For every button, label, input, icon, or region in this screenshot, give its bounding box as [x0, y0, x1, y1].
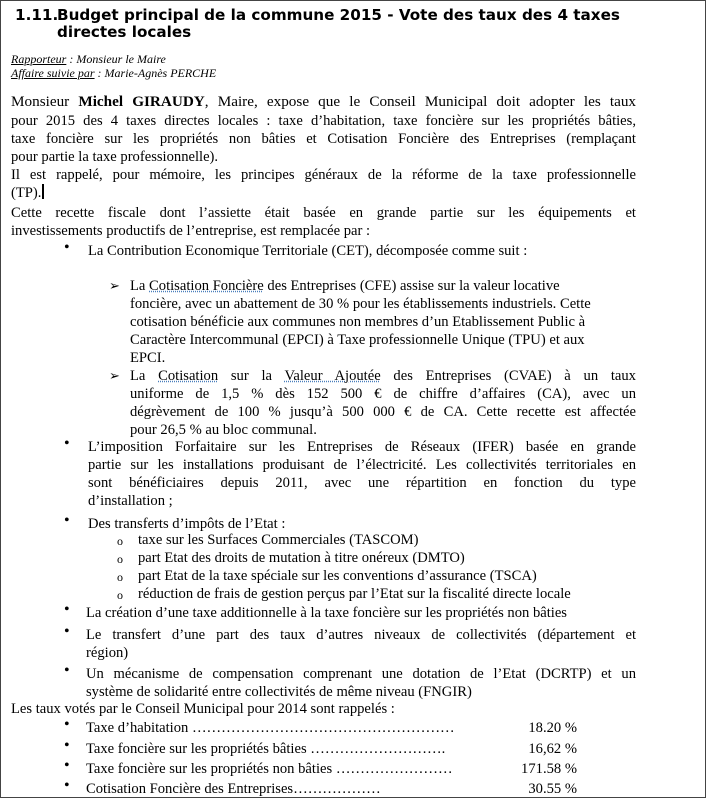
circle-bullet-icon: o	[117, 570, 123, 584]
arrow-bullet-icon: ➢	[109, 368, 120, 383]
intro-text: Monsieur	[11, 93, 79, 110]
transfert-item: taxe sur les Surfaces Commerciales (TASCOM)	[138, 532, 419, 548]
text-cursor	[42, 184, 44, 199]
mecanisme-line1: Un mécanisme de compensation comprenant une dotation de l’Etat (DCRTP) et un	[86, 666, 636, 682]
cfe-line1	[130, 277, 560, 295]
bullet-icon: •	[64, 239, 70, 256]
taux-row-value: 171.58 %	[521, 761, 577, 777]
taux-row-label: Taxe d’habitation ………………………………………………	[86, 720, 455, 736]
taux-row-value: 16,62 %	[528, 741, 577, 757]
intro-line5: Il est rappelé, pour mémoire, les principes généraux de la réforme de la taxe professionnelle	[11, 167, 636, 183]
affaire-label: Affaire suivie par	[11, 66, 95, 80]
mecanisme-line2: système de solidarité entre collectivités de même niveau (FNGIR)	[86, 684, 472, 700]
cfe-line3: cotisation bénéficie aux communes non membres d’un Etablissement Public à	[130, 314, 586, 330]
rapporteur-line	[11, 52, 166, 66]
cfe-term: Cotisation Foncière	[149, 278, 264, 294]
affaire-line	[11, 66, 216, 80]
transfert-part-line1: Le transfert d’une part des taux d’autres niveaux de collectivités (département et	[86, 627, 636, 643]
bullet-icon: •	[64, 601, 70, 618]
cvae-line3: dégrèvement de 100 % jusqu’à 500 000 € de CA. Cette recette est affectée	[130, 404, 636, 420]
cfe-text: des Entreprises (CFE) assise sur la valeur locative	[263, 278, 560, 294]
rapporteur-label: Rapporteur	[11, 52, 67, 66]
cfe-line2: foncière, avec un abattement de 30 % pour les établissements industriels. Cette	[130, 296, 591, 312]
ifer-line4: d’installation ;	[88, 493, 173, 509]
intro-text: , Maire, expose que le Conseil Municipal doit adopter les taux	[204, 93, 637, 110]
cvae-text: La	[130, 368, 159, 384]
cfe-line5: EPCI.	[130, 350, 166, 366]
transfert-item: part Etat de la taxe spéciale sur les conventions d’assurance (TSCA)	[138, 568, 537, 584]
section-title-line1: Budget principal de la commune 2015 - Vote des taux des 4 taxes	[57, 6, 620, 24]
cvae-line4: pour 26,5 % au bloc communal.	[130, 422, 317, 438]
creation-line: La création d’une taxe additionnelle à la taxe foncière sur les propriétés non bâties	[86, 605, 567, 621]
cvae-line2: uniforme de 1,5 % dès 152 500 € de chiffre d’affaires (CA), avec un	[130, 386, 636, 402]
circle-bullet-icon: o	[117, 588, 123, 602]
mayor-name: Michel GIRAUDY	[78, 93, 205, 110]
intro-line7: Cette recette fiscale dont l’assiette était basée en grande partie sur les équipements et	[11, 205, 636, 221]
bullet-icon: •	[64, 716, 70, 733]
cfe-line4: Caractère Intercommunal (EPCI) à Taxe professionnelle Unique (TPU) et aux	[130, 332, 585, 348]
intro-line3: taxe foncière sur les propriétés non bâties et Cotisation Foncière des Entreprises (remplaçant	[11, 131, 636, 147]
section-number: 1.11.	[15, 6, 59, 24]
taux-row-value: 18.20 %	[528, 720, 577, 736]
bullet-icon: •	[64, 623, 70, 640]
bullet-icon: •	[64, 435, 70, 452]
cet-label: La Contribution Economique Territoriale (CET), décomposée comme suit :	[88, 243, 528, 259]
bullet-icon: •	[64, 737, 70, 754]
intro-line2: pour 2015 des 4 taxes directes locales : taxe d’habitation, taxe foncière sur les propriétés bâties,	[11, 113, 636, 129]
transfert-part-line2: région)	[86, 645, 129, 661]
bullet-icon: •	[64, 777, 70, 794]
cvae-term: Cotisation	[158, 368, 219, 384]
bullet-icon: •	[64, 757, 70, 774]
taux-row-label: Taxe foncière sur les propriétés non bâties ……………………	[86, 761, 453, 777]
ifer-line3: sont bénéficiaires depuis 2011, avec une répartition en fonction du type	[88, 475, 636, 491]
cvae-text: des Entreprises (CVAE) à un taux	[380, 368, 636, 384]
arrow-bullet-icon: ➢	[109, 278, 120, 293]
transfert-item: part Etat des droits de mutation à titre onéreux (DMTO)	[138, 550, 465, 566]
taux-row-value: 30.55 %	[528, 781, 577, 797]
ifer-line1: L’imposition Forfaitaire sur les Entreprises de Réseaux (IFER) basée en grande	[88, 439, 636, 455]
intro-line1	[11, 93, 636, 111]
transfert-item: réduction de frais de gestion perçus par l’Etat sur la fiscalité directe locale	[138, 586, 571, 602]
taux-row-label: Taxe foncière sur les propriétés bâties ……………………….	[86, 741, 446, 757]
intro-text: (TP).	[11, 185, 42, 201]
circle-bullet-icon: o	[117, 534, 123, 548]
cfe-text: La	[130, 278, 150, 294]
circle-bullet-icon: o	[117, 552, 123, 566]
section-title-line2: directes locales	[57, 23, 192, 41]
bullet-icon: •	[64, 512, 70, 529]
cvae-line1	[130, 367, 636, 385]
intro-line4: pour partie la taxe professionnelle).	[11, 149, 219, 165]
taux-row-label: Cotisation Foncière des Entreprises………………	[86, 781, 381, 797]
rapporteur-value: : Monsieur le Maire	[66, 52, 166, 66]
cvae-text: sur la	[218, 368, 285, 384]
cvae-term: Valeur Ajoutée	[284, 368, 381, 384]
affaire-value: : Marie-Agnès PERCHE	[94, 66, 217, 80]
intro-line6	[11, 184, 44, 202]
ifer-line2: partie sur les installations produisant de l’électricité. Les collectivités territoriales en	[88, 457, 636, 473]
intro-line8: investissements productifs de l’entreprise, est remplacée par :	[11, 223, 371, 239]
bullet-icon: •	[64, 662, 70, 679]
transferts-label: Des transferts d’impôts de l’Etat :	[88, 516, 286, 532]
taux-intro: Les taux votés par le Conseil Municipal pour 2014 sont rappelés :	[11, 701, 395, 717]
